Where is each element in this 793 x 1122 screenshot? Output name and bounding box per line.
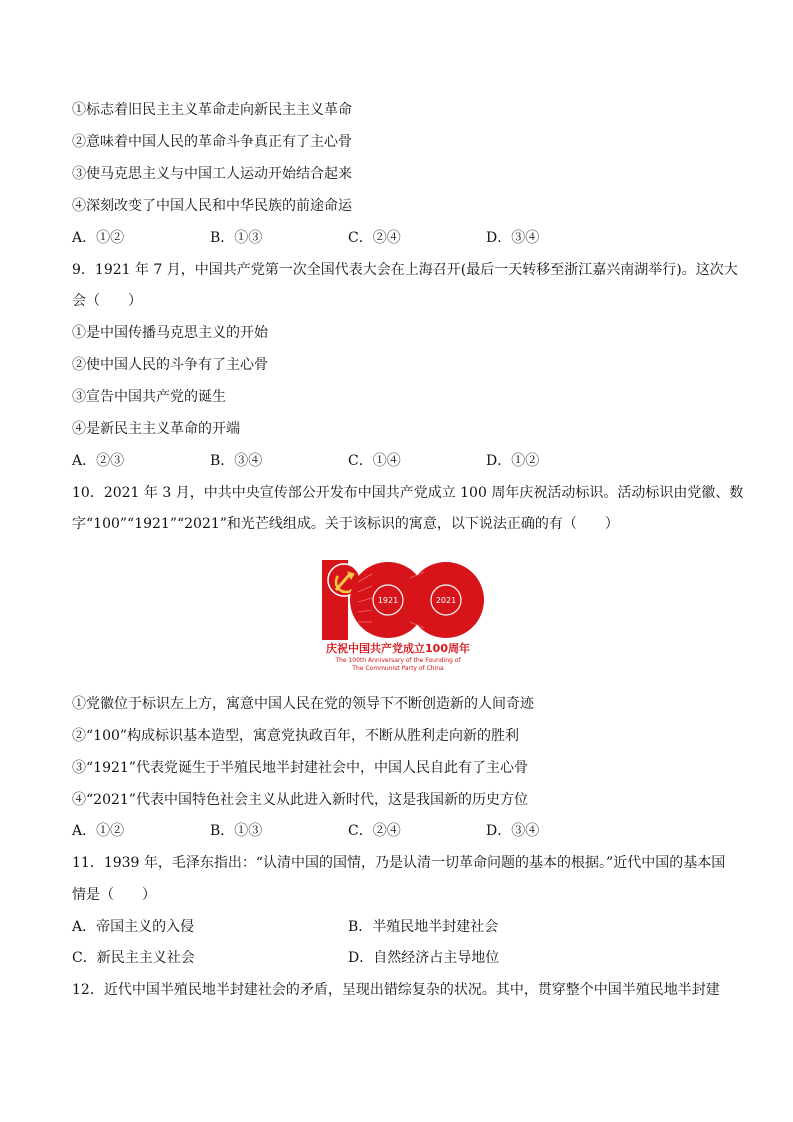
q11-option-c: C．新民主主义社会 xyxy=(72,950,195,966)
q10-option-a: A．①② xyxy=(72,823,125,839)
q11-stem: 11．1939 年，毛泽东指出：“认清中国的国情，乃是认清一切革命问题的基本的根据。”近代中国的基本国 xyxy=(72,855,726,871)
q9-stem: 9．1921 年 7 月，中国共产党第一次全国代表大会在上海召开(最后一天转移至浙江嘉兴南湖举行)。这次大 xyxy=(72,262,738,278)
q8-statement-1: ①标志着旧民主主义革命走向新民主主义革命 xyxy=(72,102,352,118)
q8-option-a: A．①② xyxy=(72,230,125,246)
q8-statement-3: ③使马克思主义与中国工人运动开始结合起来 xyxy=(72,166,352,182)
q9-option-b: B．③④ xyxy=(210,453,263,469)
logo-caption-cn: 庆祝中国共产党成立100周年 xyxy=(326,642,470,655)
q8-statement-4: ④深刻改变了中国人民和中华民族的前途命运 xyxy=(72,198,352,214)
q8-option-c: C．②④ xyxy=(348,230,401,246)
logo-caption-en-2: The Communist Party of China xyxy=(352,665,444,672)
q10-option-b: B．①③ xyxy=(210,823,263,839)
q10-stem: 10．2021 年 3 月，中共中央宣传部公开发布中国共产党成立 100 周年庆祝活动标识。活动标识由党徽、数 xyxy=(72,485,744,501)
q10-statement-3: ③“1921”代表党诞生于半殖民地半封建社会中，中国人民自此有了主心骨 xyxy=(72,760,528,776)
q12-stem: 12．近代中国半殖民地半封建社会的矛盾，呈现出错综复杂的状况。其中，贯穿整个中国半殖民地半封建 xyxy=(72,982,720,998)
logo-year-2021: 2021 xyxy=(435,596,457,605)
q11-option-a: A．帝国主义的入侵 xyxy=(72,919,195,935)
q11-stem-cont: 情是（ ） xyxy=(72,887,156,903)
q10-statement-1: ①党徽位于标识左上方，寓意中国人民在党的领导下不断创造新的人间奇迹 xyxy=(72,696,534,712)
q9-statement-1: ①是中国传播马克思主义的开始 xyxy=(72,325,268,341)
q8-statement-2: ②意味着中国人民的革命斗争真正有了主心骨 xyxy=(72,134,352,150)
q9-option-a: A．②③ xyxy=(72,453,125,469)
q11-option-b: B．半殖民地半封建社会 xyxy=(348,919,499,935)
q10-stem-cont: 字“100”“1921”“2021”和光芒线组成。关于该标识的寓意，以下说法正确的有（ ） xyxy=(72,516,619,532)
centenary-logo xyxy=(310,552,486,672)
q10-option-c: C．②④ xyxy=(348,823,401,839)
q9-option-c: C．①④ xyxy=(348,453,401,469)
q10-option-d: D．③④ xyxy=(486,823,540,839)
q9-statement-3: ③宣告中国共产党的诞生 xyxy=(72,389,226,405)
q10-statement-4: ④“2021”代表中国特色社会主义从此进入新时代，这是我国新的历史方位 xyxy=(72,792,528,808)
q8-option-b: B．①③ xyxy=(210,230,263,246)
logo-caption-en-1: The 100th Anniversary of the Founding of xyxy=(335,657,461,664)
q11-option-d: D．自然经济占主导地位 xyxy=(348,950,500,966)
q9-statement-2: ②使中国人民的斗争有了主心骨 xyxy=(72,357,268,373)
q9-statement-4: ④是新民主主义革命的开端 xyxy=(72,421,240,437)
logo-year-1921: 1921 xyxy=(377,596,399,605)
q10-statement-2: ②“100”构成标识基本造型，寓意党执政百年，不断从胜利走向新的胜利 xyxy=(72,728,520,744)
q8-option-d: D．③④ xyxy=(486,230,540,246)
q9-stem-cont: 会（ ） xyxy=(72,293,142,309)
q9-option-d: D．①② xyxy=(486,453,540,469)
